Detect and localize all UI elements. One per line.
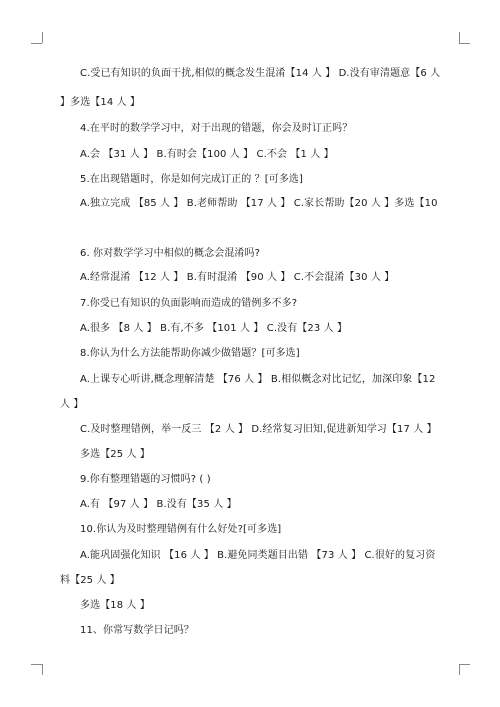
answer-line-q3-multi: 】多选【14 人 】 [60, 97, 141, 108]
answer-line-q8-ab: A.上课专心听讲,概念理解清楚 【76 人 】 B.相似概念对比记忆，加深印象【12 [80, 374, 436, 385]
answer-line-q7: A.很多 【8 人 】 B.有,不多 【101 人 】 C.没有【23 人 】 [80, 323, 348, 334]
question-8: 8.你认为什么方法能帮助你减少做错题？[可多选] [80, 348, 300, 359]
answer-line-q9: A.有 【97 人 】 B.没有【35 人 】 [80, 499, 237, 510]
question-6: 6. 你对数学学习中相似的概念会混淆吗? [80, 248, 261, 259]
question-5: 5.在出现错题时，你是如何完成订正的 ？[可多选] [80, 174, 304, 185]
question-10: 10.你认为及时整理错例有什么好处?[可多选] [80, 524, 282, 535]
answer-line-q4: A.会 【31 人 】 B.有时会【100 人 】 C.不会 【1 人 】 [80, 149, 334, 160]
answer-line-q10: A.能巩固强化知识 【16 人 】 B.避免同类题目出错 【73 人 】 C.很好的复习资 [80, 550, 436, 561]
answer-line-q5: A.独立完成 【85 人 】 B.老师帮助 【17 人 】 C.家长帮助【20 人 】多选【10 [80, 198, 438, 209]
question-7: 7.你受已有知识的负面影响而造成的错例多不多? [80, 298, 298, 309]
answer-line-q10-multi: 多选【18 人 】 [80, 600, 150, 611]
answer-line-q8-cd: C.及时整理错例，举一反三 【2 人 】 D.经常复习旧知,促进新知学习【17 人 】 [80, 424, 437, 435]
answer-line-q3-cd: C.受已有知识的负面干扰,相似的概念发生混淆【14 人 】 D.没有审清题意【6 人 [80, 68, 441, 79]
answer-line-q8-multi: 多选【25 人 】 [80, 449, 150, 460]
question-11: 11、你常写数学日记吗？ [80, 625, 194, 636]
answer-line-q6: A.经常混淆 【12 人 】 B.有时混淆 【90 人 】 C.不会混淆【30 人 】 [80, 272, 395, 283]
question-9: 9.你有整理错题的习惯吗? ( ) [80, 474, 211, 485]
answer-line-q8-ab-cont: 人 】 [60, 399, 84, 410]
answer-line-q10-cont: 料【25 人 】 [60, 575, 120, 586]
question-4: 4.在平时的数学学习中，对于出现的错题，你会及时订正吗？ [80, 123, 353, 134]
